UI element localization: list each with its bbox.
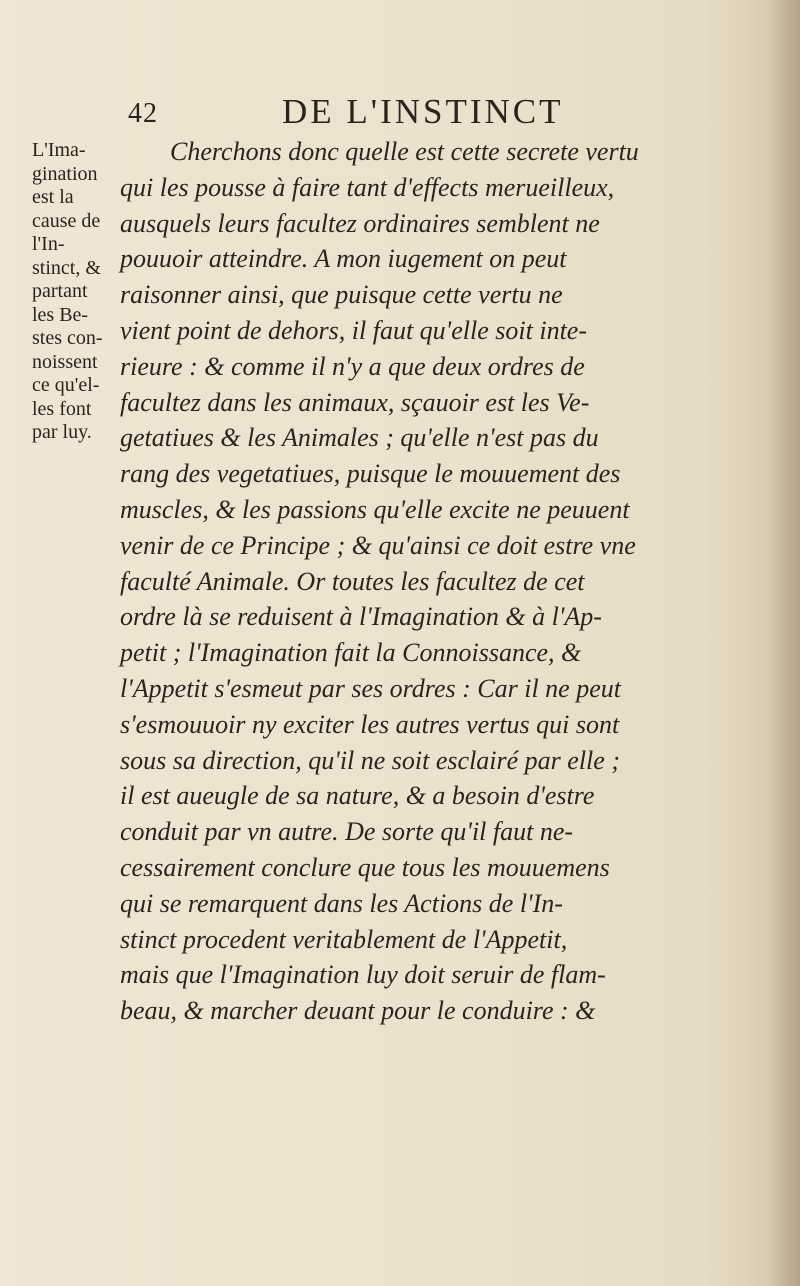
page-gutter-shadow <box>766 0 800 1286</box>
text-line: rang des vegetatiues, puisque le mouuement des <box>120 459 621 489</box>
text-line: pouuoir atteindre. A mon iugement on peut <box>120 244 567 274</box>
text-line: petit ; l'Imagination fait la Connoissance, & <box>120 638 582 668</box>
running-title: DE L'INSTINCT <box>282 92 564 131</box>
body-text <box>120 134 740 1029</box>
text-line: mais que l'Imagination luy doit seruir de flam- <box>120 960 606 990</box>
margin-note-line: noissent <box>32 350 98 373</box>
text-line: muscles, & les passions qu'elle excite ne peuuent <box>120 494 630 524</box>
text-line: rieure : & comme il n'y a que deux ordres de <box>120 351 585 381</box>
text-line: sous sa direction, qu'il ne soit esclairé par elle ; <box>120 745 620 775</box>
text-line: Cherchons donc quelle est cette secrete vertu <box>170 137 639 166</box>
text-line: venir de ce Principe ; & qu'ainsi ce doit estre vne <box>120 530 636 560</box>
margin-note-line: les font <box>32 397 92 420</box>
margin-note-line: cause de <box>32 209 101 232</box>
text-line: il est aueugle de sa nature, & a besoin d'estre <box>120 781 595 811</box>
text-line: raisonner ainsi, que puisque cette vertu ne <box>120 280 563 310</box>
text-line: qui les pousse à faire tant d'effects merueilleux, <box>120 172 615 202</box>
text-line: vient point de dehors, il faut qu'elle soit inte- <box>120 315 587 345</box>
text-line: faculté Animale. Or toutes les facultez de cet <box>120 566 585 596</box>
text-line: getatiues & les Animales ; qu'elle n'est pas du <box>120 423 599 453</box>
text-line: s'esmouuoir ny exciter les autres vertus qui sont <box>120 709 620 739</box>
text-line: ordre là se reduisent à l'Imagination & à l'Ap- <box>120 602 602 632</box>
margin-note-line: L'Ima- <box>32 139 86 161</box>
margin-note-line: est la <box>32 186 74 208</box>
margin-note-line: gination <box>32 162 98 185</box>
margin-note-line: stinct, & <box>32 256 101 279</box>
text-line: ausquels leurs facultez ordinaires semblent ne <box>120 208 600 238</box>
margin-note-line: par luy. <box>32 421 92 443</box>
margin-note-line: les Be- <box>32 303 89 326</box>
text-line: qui se remarquent dans les Actions de l'In- <box>120 888 563 918</box>
text-line: stinct procedent veritablement de l'Appetit, <box>120 924 568 954</box>
margin-note-line: l'In- <box>32 233 65 255</box>
text-line: l'Appetit s'esmeut par ses ordres : Car il ne peut <box>120 673 621 703</box>
margin-note <box>32 139 128 445</box>
text-line: beau, & marcher deuant pour le conduire : & <box>120 996 596 1026</box>
margin-note-line: partant <box>32 280 88 302</box>
page-header <box>0 86 800 130</box>
margin-note-line: ce qu'el- <box>32 374 100 396</box>
text-line: conduit par vn autre. De sorte qu'il faut ne- <box>120 817 574 847</box>
text-line: facultez dans les animaux, sçauoir est les Ve- <box>120 387 590 417</box>
text-line: cessairement conclure que tous les mouuemens <box>120 852 610 882</box>
margin-note-line: stes con- <box>32 327 103 349</box>
page-number: 42 <box>128 98 158 129</box>
